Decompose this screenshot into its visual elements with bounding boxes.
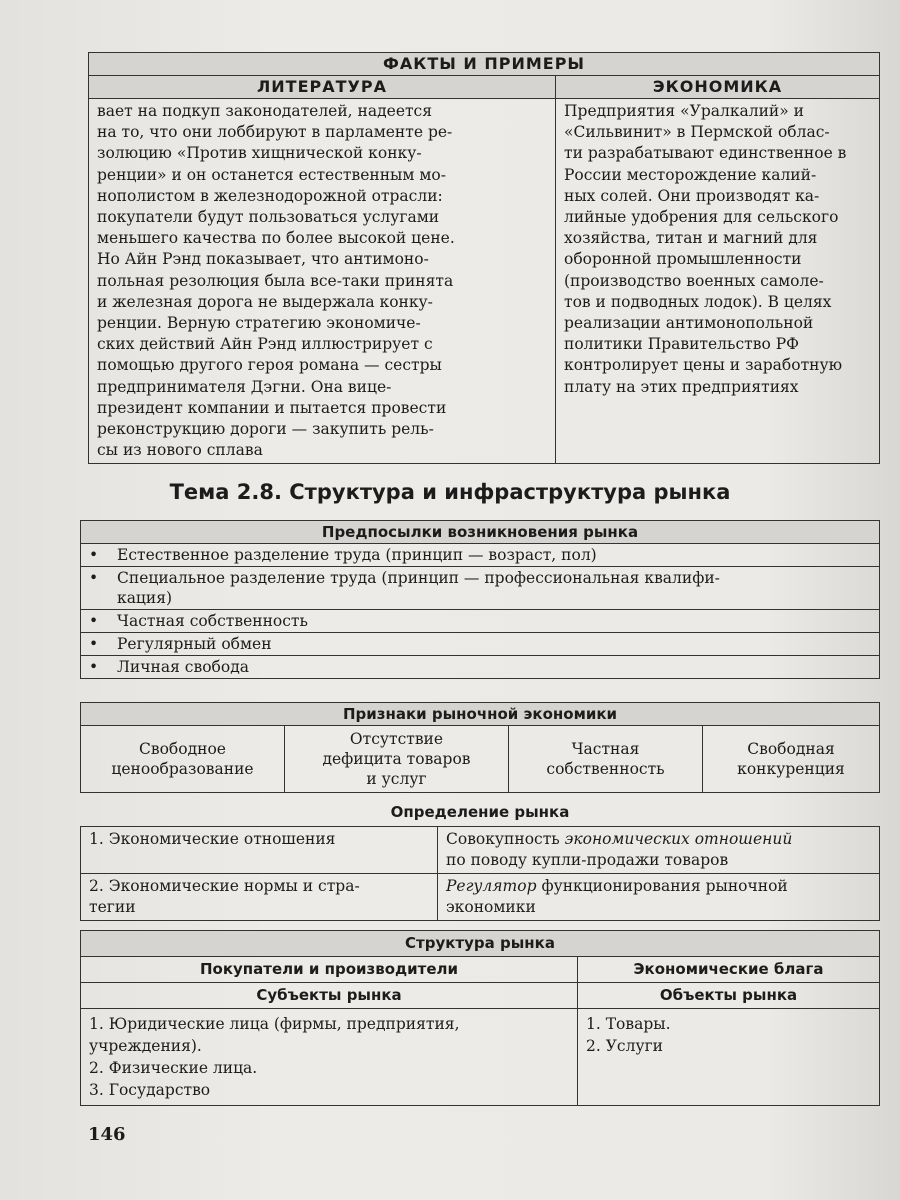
economic-goods-header: Экономические блага: [578, 957, 880, 983]
text-line: ных солей. Они производят ка-: [564, 186, 820, 205]
text-line: ренции. Верную стратегию экономиче-: [97, 314, 421, 333]
bullet-icon: •: [89, 546, 99, 564]
definition-left: 1. Экономические отношения: [81, 827, 438, 874]
text-span: функционирования рыночной: [536, 877, 788, 895]
text-line: плату на этих предприятиях: [564, 377, 799, 396]
list-item: [81, 567, 880, 610]
text-line: предпринимателя Дэгни. Она вице-: [97, 377, 392, 396]
literature-text: [89, 99, 556, 464]
text-line: и железная дорога не выдержала конку-: [97, 292, 433, 311]
market-subjects-header: Субъекты рынка: [81, 983, 578, 1009]
page-number: 146: [88, 1124, 126, 1145]
list-item: 2. Услуги: [586, 1037, 664, 1055]
facts-title: ФАКТЫ И ПРИМЕРЫ: [89, 53, 880, 76]
cell-line: Отсутствие: [349, 730, 444, 748]
text-span: экономики: [446, 898, 536, 916]
text-line: покупатели будут пользоваться услугами: [97, 208, 440, 227]
facts-table: [88, 52, 880, 464]
bullet-icon: •: [89, 612, 99, 630]
item-text: Естественное разделение труда (принцип — возраст, пол): [117, 546, 597, 564]
text-line: оборонной промышленности: [564, 250, 802, 269]
text-line: золюцию «Против хищнической конку-: [97, 144, 422, 163]
cell-line: и услуг: [366, 770, 427, 788]
features-table: [80, 702, 880, 793]
text-line: реализации антимонопольной: [564, 314, 814, 333]
text-line: нополистом в железнодорожной отрасли:: [97, 186, 443, 205]
item-text: Частная собственность: [117, 612, 308, 630]
text-line: хозяйства, титан и магний для: [564, 229, 818, 248]
text-line: Предприятия «Уралкалий» и: [564, 102, 805, 120]
market-objects-header: Объекты рынка: [578, 983, 880, 1009]
market-subjects-list: [81, 1009, 578, 1106]
list-item: 2. Физические лица.: [89, 1059, 258, 1077]
item-text: Специальное разделение труда (принцип — профессиональная квалифи-: [117, 569, 720, 587]
feature-cell: [81, 726, 285, 793]
feature-cell: [285, 726, 509, 793]
text-line: ренции» и он останется естественным мо-: [97, 165, 446, 184]
list-item: учреждения).: [89, 1037, 202, 1055]
text-line: «Сильвинит» в Пермской облас-: [564, 123, 830, 142]
text-line: на то, что они лоббируют в парламенте ре-: [97, 123, 453, 142]
bullet-icon: •: [89, 569, 99, 587]
text-span: по поводу купли-продажи товаров: [446, 851, 729, 869]
features-title: Признаки рыночной экономики: [81, 703, 880, 726]
item-text: Личная свобода: [117, 658, 249, 676]
feature-cell: [703, 726, 880, 793]
bullet-icon: •: [89, 658, 99, 676]
text-line: политики Правительство РФ: [564, 335, 799, 354]
text-line: вает на подкуп законодателей, надеется: [97, 102, 433, 120]
text-line: Но Айн Рэнд показывает, что антимоно-: [97, 250, 429, 269]
text-line: польная резолюция была все-таки принята: [97, 271, 454, 290]
cell-line: собственность: [546, 760, 665, 778]
definition-title: Определение рынка: [390, 803, 570, 821]
cell-line: Свободное: [139, 740, 226, 758]
item-text-continued: кация): [117, 589, 173, 607]
list-item: [81, 656, 880, 679]
prerequisites-title: Предпосылки возникновения рынка: [81, 521, 880, 544]
text-line: меньшего качества по более высокой цене.: [97, 229, 455, 248]
emphasis-text: экономических отношений: [564, 830, 793, 848]
bullet-icon: •: [89, 635, 99, 653]
text-line: ти разрабатывают единственное в: [564, 144, 847, 163]
cell-line: конкуренция: [737, 760, 845, 778]
emphasis-text: Регулятор: [446, 877, 537, 895]
buyers-producers-header: Покупатели и производители: [81, 957, 578, 983]
definition-table: [80, 826, 880, 921]
text-line: ских действий Айн Рэнд иллюстрирует с: [97, 335, 433, 354]
text-span: тегии: [89, 898, 136, 916]
text-line: России месторождение калий-: [564, 165, 817, 184]
text-line: контролирует цены и заработную: [564, 356, 843, 375]
prerequisites-table: [80, 520, 880, 679]
list-item: [81, 610, 880, 633]
list-item: 1. Юридические лица (фирмы, предприятия,: [89, 1015, 460, 1033]
item-text: Регулярный обмен: [117, 635, 272, 653]
structure-title: Структура рынка: [81, 931, 880, 957]
list-item: 3. Государство: [89, 1081, 211, 1099]
cell-line: дефицита товаров: [322, 750, 471, 768]
cell-line: ценообразование: [111, 760, 254, 778]
market-objects-list: [578, 1009, 880, 1106]
text-line: сы из нового сплава: [97, 441, 263, 460]
cell-line: Частная: [571, 740, 640, 758]
text-line: тов и подводных лодок). В целях: [564, 292, 832, 311]
cell-line: Свободная: [747, 740, 835, 758]
definition-right: [438, 874, 880, 921]
text-line: реконструкцию дороги — закупить рель-: [97, 420, 434, 439]
feature-cell: [509, 726, 703, 793]
column-header-literature: ЛИТЕРАТУРА: [89, 76, 556, 99]
economics-text: [556, 99, 880, 464]
definition-left: [81, 874, 438, 921]
topic-heading: Тема 2.8. Структура и инфраструктура рынка: [169, 480, 731, 504]
column-header-economics: ЭКОНОМИКА: [556, 76, 880, 99]
list-item: [81, 633, 880, 656]
list-item: 1. Товары.: [586, 1015, 671, 1033]
text-line: президент компании и пытается провести: [97, 398, 447, 417]
text-line: (производство военных самоле-: [564, 271, 824, 290]
text-line: помощью другого героя романа — сестры: [97, 356, 442, 375]
text-span: Совокупность: [446, 830, 565, 848]
definition-right: [438, 827, 880, 874]
text-line: лийные удобрения для сельского: [564, 208, 839, 227]
structure-table: [80, 930, 880, 1106]
list-item: [81, 544, 880, 567]
text-span: 2. Экономические нормы и стра-: [89, 877, 360, 895]
